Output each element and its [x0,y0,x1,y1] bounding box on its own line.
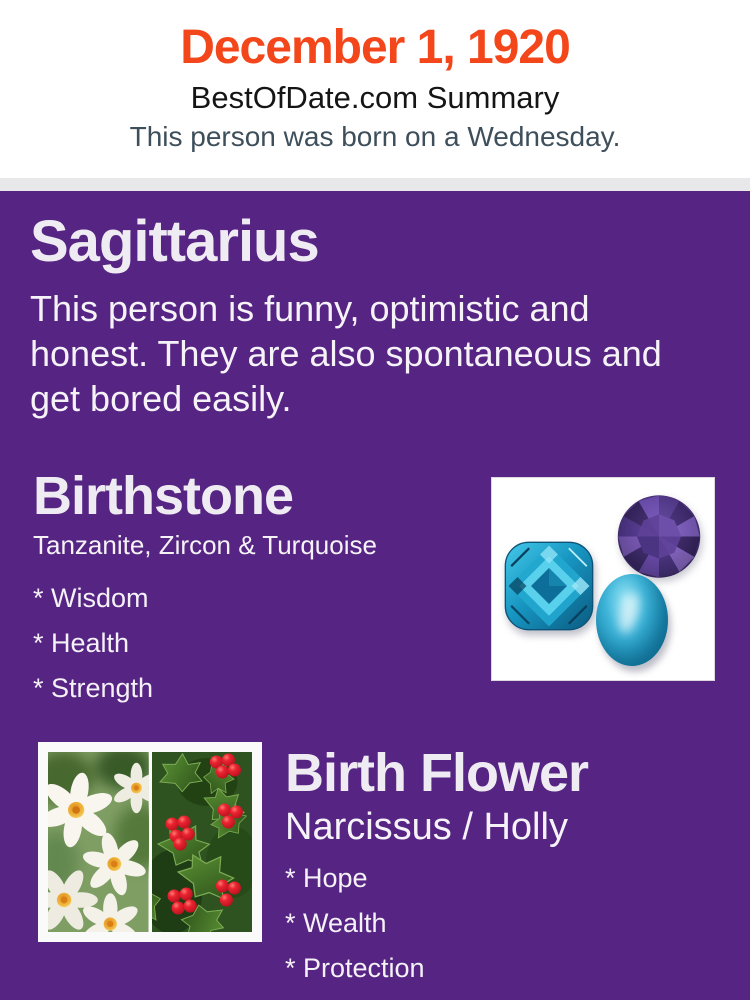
zircon-gem-image [504,540,594,632]
birthstone-section [30,465,720,720]
birthflower-section [30,742,720,1000]
birthflower-names: Narcissus / Holly [285,805,568,848]
divider-band [0,178,750,191]
zodiac-description: This person is funny, optimistic and honest. They are also spontaneous and get bored easily. [30,287,662,419]
holly-photo [152,752,253,932]
birthflower-trait-list [285,862,720,983]
zodiac-heading: Sagittarius [30,209,319,274]
zodiac-section [30,209,720,421]
birthstone-trait: * Wisdom [33,582,149,613]
birthstone-text-column [30,465,491,720]
tanzanite-gem-image [616,494,702,579]
birthflower-heading: Birth Flower [285,742,589,803]
birthflower-text-column [285,742,720,1000]
header [0,0,750,178]
birthflower-trait: * Wealth [285,907,387,938]
birthstone-heading: Birthstone [33,465,293,526]
birthflower-photo [38,742,262,942]
birthstone-trait-list [33,582,491,703]
site-summary-text: BestOfDate.com Summary [190,80,560,116]
main-purple-section [0,191,750,1000]
page-title: December 1, 1920 [180,21,570,74]
birthstone-names: Tanzanite, Zircon & Turquoise [33,529,377,560]
birthflower-trait: * Protection [285,952,425,983]
birthflower-trait: * Hope [285,862,368,893]
birthstone-trait: * Strength [33,672,154,703]
narcissus-photo [48,752,149,932]
born-day-text: This person was born on a Wednesday. [129,121,621,153]
birthstone-trait: * Health [33,627,130,658]
turquoise-gem-image [596,574,668,666]
birthstone-photo [491,477,715,681]
